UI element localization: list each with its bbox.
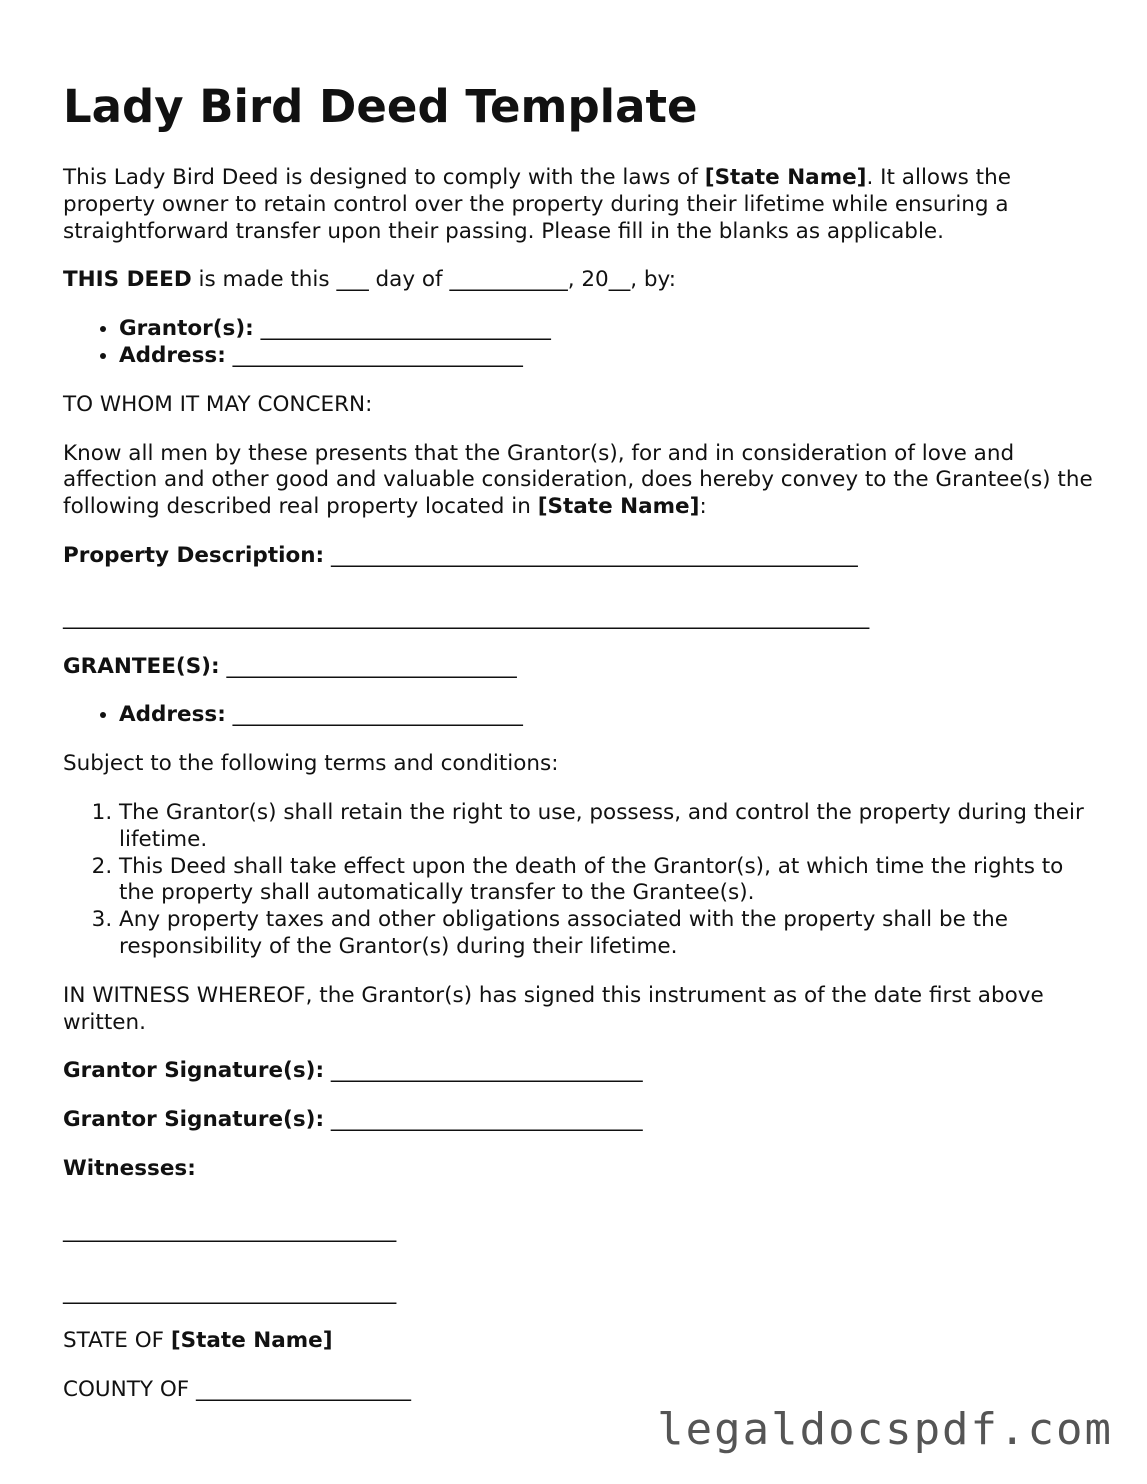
witnesses-label: Witnesses: xyxy=(63,1155,196,1181)
deed-date-text: is made this ___ day of ___________, 20__, by: xyxy=(191,267,676,293)
grantee-address-label: Address: xyxy=(119,702,226,728)
deed-date-label: THIS DEED xyxy=(63,267,192,293)
grantor-label: Grantor(s): xyxy=(119,316,254,342)
witness-signature-line: _______________________________ xyxy=(63,1217,397,1243)
grantor-signature-blank: _____________________________ xyxy=(324,1058,643,1084)
page-title: Lady Bird Deed Template xyxy=(63,80,698,133)
grantee-list xyxy=(63,702,1093,729)
grantor-field xyxy=(119,316,1093,343)
term-item: 1. The Grantor(s) shall retain the right to use, possess, and control the property during their lifetime. xyxy=(119,800,1093,854)
terms-list xyxy=(63,800,1093,961)
witness-signature-line: _______________________________ xyxy=(63,1279,397,1305)
grantee-blank: ___________________________ xyxy=(219,653,517,679)
grantee-address-field xyxy=(119,702,1093,729)
conveyance-text-1: Know all men by these presents that the Grantor(s), for and in consideration of love and affection and other good and valuable consideration, does hereby convey to the Grantee(s) the following described real property located in xyxy=(63,440,1093,520)
intro-paragraph xyxy=(63,165,1093,245)
terms-intro: Subject to the following terms and conditions: xyxy=(63,751,559,777)
grantor-signature-field xyxy=(63,1107,1093,1134)
conveyance-text-2: : xyxy=(699,494,707,520)
property-description-field xyxy=(63,543,1093,570)
grantor-address-blank: ___________________________ xyxy=(225,342,523,368)
grantor-address-label: Address: xyxy=(119,342,226,368)
site-watermark: legaldocspdf.com xyxy=(657,1404,1113,1455)
deed-date-line xyxy=(63,267,1093,294)
grantee-field xyxy=(63,654,1093,681)
intro-text-1: This Lady Bird Deed is designed to comply with the laws of xyxy=(63,165,705,190)
grantor-signature-blank: _____________________________ xyxy=(324,1107,643,1133)
grantor-signature-label: Grantor Signature(s): xyxy=(63,1058,325,1084)
witnesses-heading xyxy=(63,1156,1093,1183)
witness-whereof-paragraph: IN WITNESS WHEREOF, the Grantor(s) has signed this instrument as of the date first above written. xyxy=(63,982,1044,1035)
term-item: 2. This Deed shall take effect upon the death of the Grantor(s), at which time the rights to the property shall automatically transfer to the Grantee(s). xyxy=(119,854,1093,908)
grantor-signature-label: Grantor Signature(s): xyxy=(63,1107,325,1133)
grantor-signature-field xyxy=(63,1058,1093,1085)
state-of-prefix: STATE OF xyxy=(63,1328,171,1354)
intro-text-2: . It allows the property owner to retain control over the property during their lifetime while ensuring a straightforward transfer upon their passing. Please fill in the blanks as applicable. xyxy=(63,165,1011,244)
grantor-address-field xyxy=(119,343,1093,370)
property-description-label: Property Description: xyxy=(63,542,325,568)
intro-state-placeholder: [State Name] xyxy=(704,165,867,190)
conveyance-paragraph xyxy=(63,441,1093,521)
grantor-list xyxy=(63,316,1093,370)
county-of-line: COUNTY OF ____________________ xyxy=(63,1377,411,1403)
conveyance-state-placeholder: [State Name] xyxy=(537,494,700,520)
property-description-blank-line: ___________________________________________________________________________ xyxy=(63,604,870,630)
to-whom-heading: TO WHOM IT MAY CONCERN: xyxy=(63,391,373,417)
term-item: 3. Any property taxes and other obligations associated with the property shall be the responsibility of the Grantor(s) during their lifetime. xyxy=(119,907,1093,961)
grantee-address-blank: ___________________________ xyxy=(225,702,523,728)
grantor-blank: ___________________________ xyxy=(253,316,551,342)
grantee-label: GRANTEE(S): xyxy=(63,653,220,679)
document-page xyxy=(63,78,1093,1426)
property-description-blank: _________________________________________________ xyxy=(324,542,858,568)
state-of-line xyxy=(63,1328,1093,1355)
state-of-placeholder: [State Name] xyxy=(170,1328,333,1354)
